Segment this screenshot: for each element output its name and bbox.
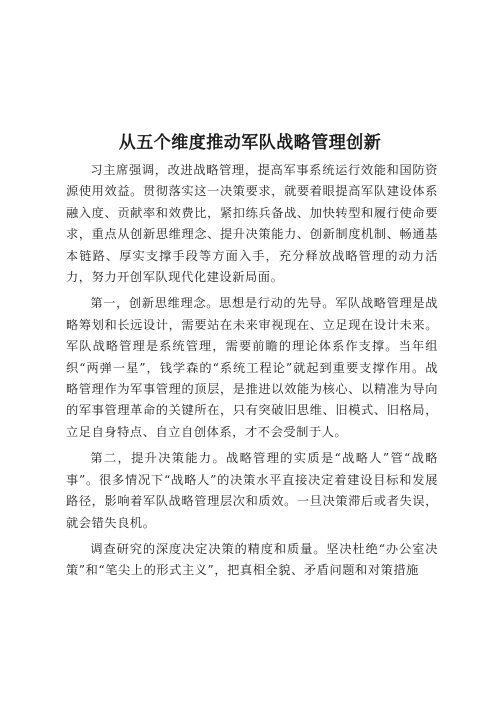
paragraph-second-point: 第二，提升决策能力。战略管理的实质是“战略人”管“战略事”。很多情况下“战略人”的决策水平直接决定着建设目标和发展路径，影响着军队战略管理层次和质效。一旦决策滞后或者失误，就会错失良机。: [66, 451, 438, 530]
document-title: 从五个维度推动军队战略管理创新: [118, 133, 382, 153]
paragraph-research: 调查研究的深度决定决策的精度和质量。坚决杜绝“办公室决策”和“笔尖上的形式主义”，把真相全貌、矛盾问题和对策措施: [66, 541, 438, 578]
document-body: [66, 160, 438, 587]
paragraph-intro: 习主席强调，改进战略管理，提高军事系统运行效能和国防资源使用效益。贯彻落实这一决策要求，就要着眼提高军队建设体系融入度、贡献率和效费比，紧扣练兵备战、加快转型和履行使命要求，重点从创新思维理念、提升决策能力、创新制度机制、畅通基本链路、厚实支撑手段等方面入手，充分释放战略管理的动力活力，努力开创军队现代化建设新局面。: [66, 163, 438, 285]
paragraph-first-point: 第一，创新思维理念。思想是行动的先导。军队战略管理是战略筹划和长远设计，需要站在未来审视现在、立足现在设计未来。军队战略管理是系统管理，需要前瞻的理论体系作支撑。当年组织“两弹一星”，钱学森的“系统工程论”就起到重要支撑作用。战略管理作为军事管理的顶层，是推进以效能为核心、以精准为导向的军事管理革命的关键所在，只有突破旧思维、旧模式、旧格局，立足自身特点、自立自创体系，才不会受制于人。: [66, 296, 438, 439]
